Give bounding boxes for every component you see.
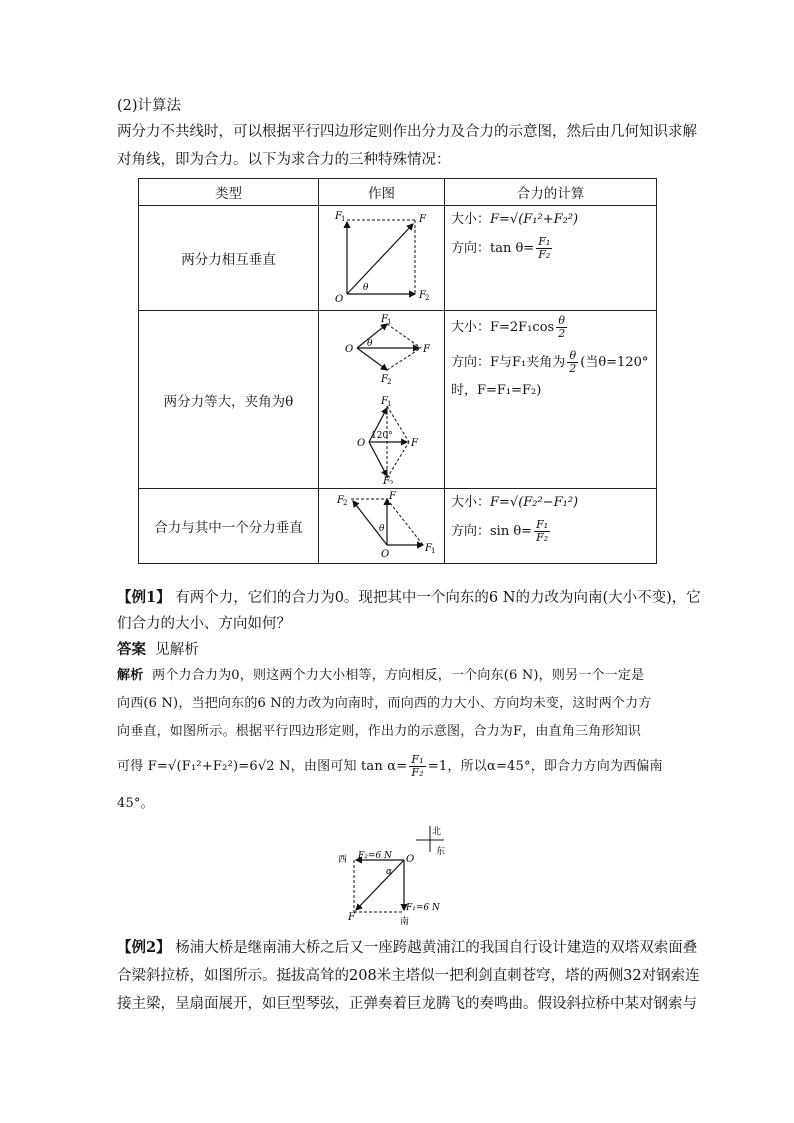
table-row <box>139 311 657 489</box>
row2-dir-den: 2 <box>569 362 577 375</box>
row2-dir-line2: 时，F=F₁=F₂) <box>451 383 542 398</box>
intro-line-1: 两分力不共线时，可以根据平行四边形定则作出分力及合力的示意图，然后由几何知识求解 <box>117 124 697 140</box>
svg-text:F: F <box>422 343 430 355</box>
south-label: 南 <box>400 917 410 926</box>
example1-label: 【例1】 <box>117 589 171 606</box>
origin-label: O <box>406 854 415 865</box>
perpendicular-forces-diagram <box>327 206 437 306</box>
svg-text:1: 1 <box>386 399 391 408</box>
example1-question-text1: 有两个力，它们的合力为0。现把其中一个向东的6 N的力改为向南(大小不变)，它 <box>175 590 701 606</box>
svg-text:θ: θ <box>378 524 384 534</box>
row1-dir-num: F₁ <box>538 235 551 248</box>
row2-dir-suffix: (当θ=120° <box>580 354 649 370</box>
svg-text:F: F <box>418 214 426 225</box>
table-row <box>139 489 657 564</box>
west-label: 西 <box>338 855 348 865</box>
intro-line-2: 对角线，即为合力。以下为求合力的三种特殊情况： <box>117 152 451 168</box>
svg-text:F: F <box>380 373 388 385</box>
row2-size-num: θ <box>558 314 566 327</box>
row1-dir-prefix: 方向：tan θ= <box>451 240 535 256</box>
row3-type: 合力与其中一个分力垂直 <box>139 489 319 564</box>
analysis-line5: 45°。 <box>117 796 154 811</box>
analysis-den: F₂ <box>411 766 424 779</box>
equal-forces-diagram <box>327 312 437 484</box>
svg-text:θ: θ <box>362 283 368 293</box>
svg-text:O: O <box>356 437 365 449</box>
row2-calc <box>445 311 657 489</box>
header-diagram: 作图 <box>319 179 445 206</box>
row1-size-prefix: 大小： <box>451 212 491 227</box>
svg-text:F: F <box>388 491 396 502</box>
row1-calc <box>445 206 657 311</box>
svg-text:2: 2 <box>342 499 347 507</box>
svg-text:1: 1 <box>386 317 391 326</box>
svg-text:2: 2 <box>388 479 393 484</box>
row3-dir-num: F₁ <box>536 518 549 531</box>
svg-text:F: F <box>334 211 342 222</box>
svg-text:F: F <box>382 475 390 484</box>
row2-size-prefix: 大小：F=2F₁cos <box>451 319 555 335</box>
svg-text:O: O <box>334 294 343 305</box>
row2-diagram-angle: 120° <box>370 430 393 441</box>
example2-line1 <box>117 938 697 958</box>
f1-label: F₁=6 N <box>406 903 440 913</box>
example2-line3: 接主梁，呈扇面展开，如巨型琴弦，正弹奏着巨龙腾飞的奏鸣曲。假设斜拉桥中某对钢索与 <box>117 996 697 1012</box>
svg-text:F: F <box>424 543 432 554</box>
analysis-line2: 向西(6 N)，当把向东的6 N的力改为向南时，而向西的力大小、方向均未变，这时两个力方 <box>117 696 652 711</box>
svg-text:O: O <box>344 343 353 355</box>
answer-label: 答案 <box>117 641 146 658</box>
analysis-text4b: =1，所以α=45°，即合力方向为西偏南 <box>427 758 663 774</box>
row2-dir-num: θ <box>569 349 577 362</box>
north-label: 北 <box>432 827 442 837</box>
row3-diagram <box>319 489 445 564</box>
row1-diagram <box>319 206 445 311</box>
row3-size-prefix: 大小： <box>451 495 491 510</box>
svg-text:1: 1 <box>340 215 345 223</box>
svg-text:F: F <box>380 395 388 407</box>
angle-label: α <box>386 867 393 877</box>
analysis-line3: 向垂直，如图所示。根据平行四边形定则，作出力的示意图，合力为F，由直角三角形知识 <box>117 724 642 739</box>
analysis-num: F₁ <box>411 753 424 766</box>
example2-label: 【例2】 <box>117 939 171 956</box>
analysis-text4a: 可得 F=√(F₁²+F₂²)=6√2 N，由图可知 tan α= <box>117 758 408 774</box>
header-type: 类型 <box>139 179 319 206</box>
table-header-row <box>139 179 657 206</box>
svg-text:1: 1 <box>430 547 435 555</box>
table-row <box>139 206 657 311</box>
svg-text:F: F <box>336 495 344 506</box>
analysis-line1 <box>117 666 644 686</box>
svg-text:F: F <box>410 437 418 449</box>
svg-text:2: 2 <box>386 377 391 386</box>
example2-text1: 杨浦大桥是继南浦大桥之后又一座跨越黄浦江的我国自行设计建造的双塔双索面叠 <box>175 940 698 956</box>
svg-text:O: O <box>380 549 389 559</box>
resultant-label: F <box>348 912 355 923</box>
example1-force-figure <box>336 822 456 926</box>
header-calc: 合力的计算 <box>445 179 657 206</box>
resultant-perpendicular-diagram <box>327 489 437 559</box>
f2-label: F₂=6 N <box>358 851 392 861</box>
row1-dir-den: F₂ <box>538 248 551 261</box>
row3-dir-prefix: 方向：sin θ= <box>451 523 533 539</box>
example1-question-line2: 们合力的大小、方向如何？ <box>117 616 291 632</box>
svg-text:F: F <box>418 290 426 301</box>
example1-answer <box>117 640 199 660</box>
row2-diagram <box>319 311 445 489</box>
force-table <box>138 178 657 564</box>
row2-dir-prefix: 方向：F与F₁夹角为 <box>451 354 566 370</box>
svg-text:2: 2 <box>424 294 429 302</box>
row2-type: 两分力等大，夹角为θ <box>139 311 319 489</box>
svg-text:F: F <box>380 313 388 325</box>
svg-text:θ: θ <box>366 338 372 349</box>
analysis-line4 <box>117 754 663 779</box>
section-title: (2)计算法 <box>117 98 182 114</box>
analysis-label: 解析 <box>117 668 144 683</box>
row1-type: 两分力相互垂直 <box>139 206 319 311</box>
analysis-text1: 两个力合力为0，则这两个力大小相等，方向相反，一个向东(6 N)，则另一个一定是 <box>152 668 645 683</box>
row2-size-den: 2 <box>558 327 566 340</box>
example1-question-line1 <box>117 588 701 608</box>
answer-text: 见解析 <box>155 642 199 658</box>
row3-size-expr: F=√(F₂²−F₁²) <box>490 495 579 510</box>
row1-size-expr: F=√(F₁²+F₂²) <box>490 212 579 227</box>
example2-line2: 合梁斜拉桥，如图所示。挺拔高耸的208米主塔似一把利剑直刺苍穹，塔的两侧32对钢索连 <box>117 968 700 984</box>
row3-dir-den: F₂ <box>536 531 549 544</box>
east-label: 东 <box>436 847 446 857</box>
row3-calc <box>445 489 657 564</box>
